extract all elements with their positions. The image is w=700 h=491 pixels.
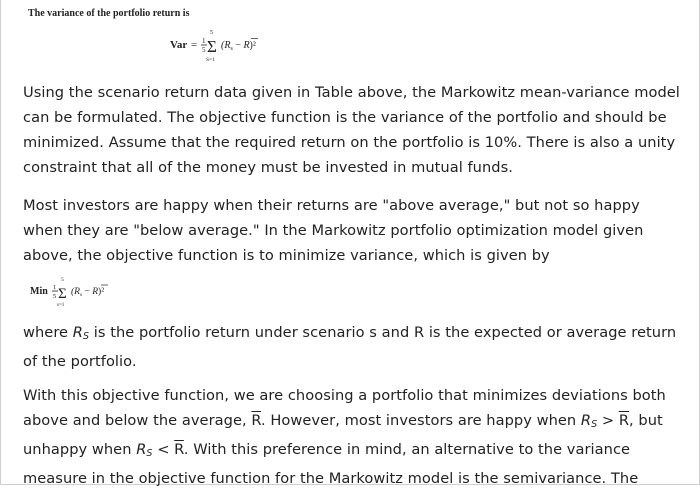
var-frac-den: 5	[202, 46, 206, 54]
min-term-mid: −	[82, 287, 93, 297]
min-term: (R	[71, 287, 80, 297]
var-equals: =	[191, 39, 198, 51]
symbol-r: R	[580, 412, 592, 429]
min-term-sub: s	[79, 292, 83, 298]
var-term-sub: s	[230, 46, 233, 52]
symbol-r: R	[72, 324, 83, 341]
paragraph-4-line-2	[23, 408, 693, 437]
symbol-subscript: S	[591, 419, 598, 430]
var-label: Var	[170, 39, 188, 51]
var-frac-num: 1	[202, 37, 206, 45]
var-term-mid: −	[232, 40, 244, 51]
paragraph-3-line-1	[23, 320, 693, 349]
paragraph-3-line-2: of the portfolio.	[23, 353, 137, 370]
paragraph-3	[23, 320, 693, 374]
paragraph-4-line-1: With this objective function, we are choosing a portfolio that minimizes deviations both	[23, 387, 666, 404]
var-sum-top: 5	[210, 30, 213, 36]
symbol-r: R	[136, 441, 147, 458]
svg-text:(Rs − R)²	[71, 286, 104, 298]
variance-formula	[0, 0, 700, 70]
text-run: where	[23, 324, 73, 341]
var-sigma: Σ	[207, 37, 217, 56]
text-run: is the portfolio return under scenario s and R is the expected or average return	[89, 324, 677, 341]
symbol-r-bar: $\overline{R}$	[251, 412, 262, 429]
min-rbar: R	[92, 287, 99, 297]
symbol-subscript: S	[82, 331, 90, 342]
min-sigma: Σ	[58, 286, 67, 302]
min-sum-top: 5	[61, 277, 64, 283]
text-run: unhappy when	[23, 441, 137, 458]
text-run: . However, most investors are happy when	[261, 412, 581, 429]
min-label: Min	[30, 286, 48, 297]
var-rbar: R	[243, 40, 250, 51]
var-term: (R	[221, 40, 231, 51]
text-run: >	[597, 412, 619, 429]
paragraph-2-line: when they are "below average." In the Markowitz portfolio optimization model given	[23, 222, 644, 239]
paragraph-1-line: Using the scenario return data given in Table above, the Markowitz mean-variance model	[23, 84, 680, 101]
paragraph-1-line: constraint that all of the money must be invested in mutual funds.	[23, 159, 513, 176]
min-sq: )²	[98, 287, 105, 297]
min-frac-den: 5	[53, 293, 57, 300]
symbol-r-bar: $\overline{R}$	[174, 441, 184, 458]
symbol-r-bar: $\overline{R}$	[618, 412, 630, 429]
min-formula	[0, 270, 200, 310]
text-run: , but	[629, 412, 663, 429]
min-sum-bottom: s=1	[57, 303, 65, 308]
variance-caption: The variance of the portfolio return is	[28, 8, 190, 19]
text-run: <	[152, 441, 175, 458]
paragraph-1-line: minimized. Assume that the required return on the portfolio is 10%. There is also a unity	[23, 134, 676, 151]
text-run: . With this preference in mind, an alternative to the variance	[183, 441, 631, 458]
svg-text:(Rs − R)²	[221, 40, 256, 52]
var-sq: )²	[249, 40, 256, 51]
min-frac-num: 1	[53, 284, 57, 291]
paragraph-2	[23, 193, 693, 268]
paragraph-1-line: can be formulated. The objective function is the variance of the portfolio and should be	[23, 109, 667, 126]
text-run: above and below the average,	[23, 412, 252, 429]
symbol-subscript: S	[146, 448, 153, 459]
paragraph-4-line-4: measure in the objective function for the Markowitz model is the semivariance. The	[23, 470, 639, 487]
paragraph-4	[23, 383, 693, 491]
paragraph-2-line: above, the objective function is to minimize variance, which is given by	[23, 247, 550, 264]
paragraph-2-line: Most investors are happy when their returns are "above average," but not so happy	[23, 197, 640, 214]
paragraph-1	[23, 80, 693, 180]
paragraph-4-line-3	[23, 437, 693, 466]
var-sum-bottom: S=1	[206, 57, 215, 63]
